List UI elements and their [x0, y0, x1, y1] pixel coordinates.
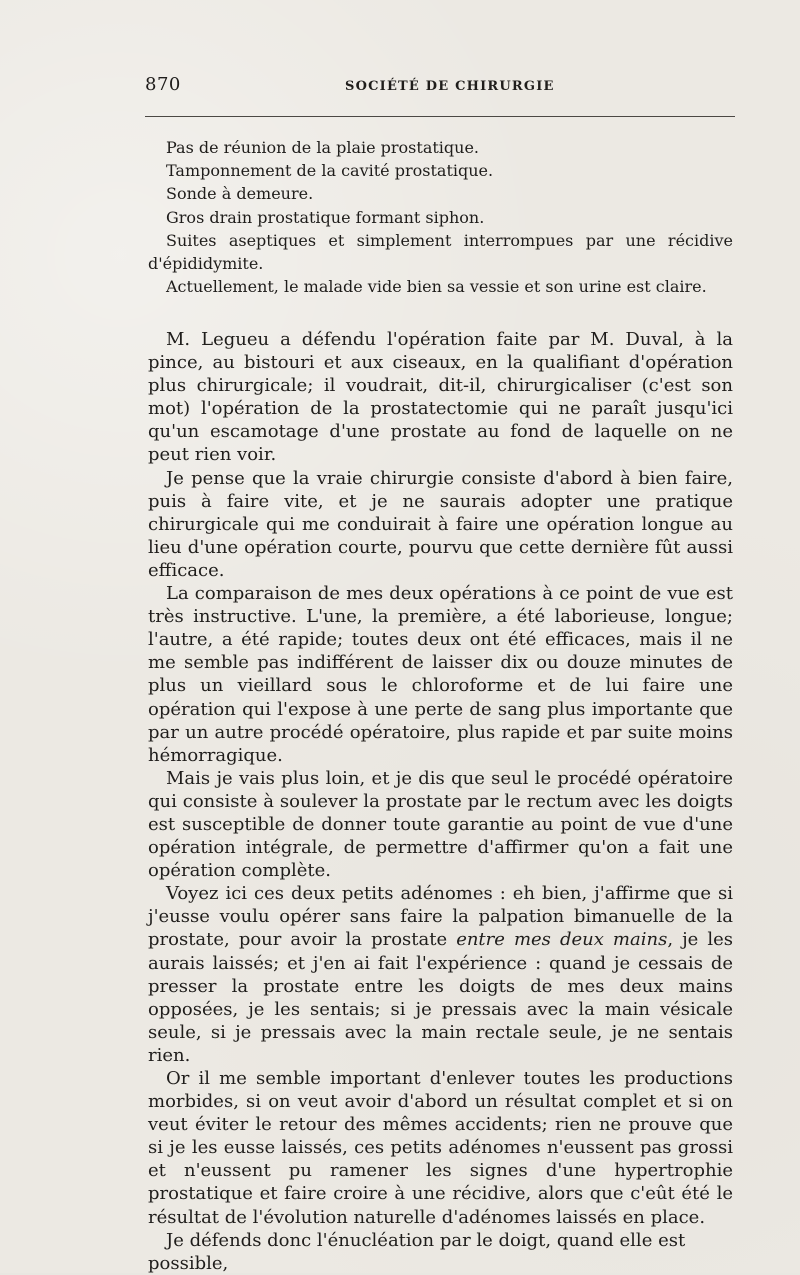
summary-line: Tamponnement de la cavité prostatique. — [166, 161, 494, 181]
paragraph-text: , je les aurais laissés; et j'en ai fait l'expérience : quand je cessais de presser la prostate entre les doigts de mes deux mains opposées, je les sentais; si je pressais avec la main vésicale seule, si je pressais avec la main rectale seule, je ne sentais rien. — [148, 929, 733, 1066]
italic-phrase: entre mes deux mains — [456, 929, 668, 951]
paragraph: Or il me semble important d'enlever toutes les productions morbides, si on veut avoir d'abord un résultat complet et si on veut éviter le retour des mêmes accidents; rien ne prouve que si je les eusse laissés, ces petits adénomes n'eussent pas grossi et n'eussent pu ramener les signes d'une hypertrophie prostatique et faire croire à une récidive, alors que c'eût été le résultat de l'évolution naturelle d'adénomes laissés en place. — [148, 1068, 733, 1228]
paragraph: Je défends donc l'énucléation par le doigt, quand elle est possible, — [148, 1229, 686, 1274]
paragraph: Je pense que la vraie chirurgie consiste d'abord à bien faire, puis à faire vite, et je ne saurais adopter une pratique chirurgicale qui me conduirait à faire une opération longue au lieu d'une opération courte, pourvu que cette dernière fût aussi efficace. — [148, 467, 733, 581]
page-header — [145, 74, 735, 108]
summary-line: Sonde à demeure. — [166, 184, 314, 204]
paragraph: La comparaison de mes deux opérations à ce point de vue est très instructive. L'une, la première, a été laborieuse, longue; l'autre, a été rapide; toutes deux ont été efficaces, mais il ne me semble pas indifférent de laisser dix ou douze minutes de plus un vieillard sous le chloroforme et de lui faire une opération qui l'expose à une perte de sang plus importante que par un autre procédé opératoire, plus rapide et par suite moins hémorragique. — [148, 583, 733, 766]
summary-line: Pas de réunion de la plaie prostatique. — [166, 138, 480, 157]
paragraph: Mais je vais plus loin, et je dis que seul le procédé opératoire qui consiste à soulever la prostate par le rectum avec les doigts est susceptible de donner toute garantie au point de vue d'une opération intégrale, de permettre d'affirmer qu'on a fait une opération complète. — [148, 767, 733, 882]
paragraph-text: Voyez ici ces deux petits adénomes : eh bien, j'affirme que si j'eusse voulu opérer sans faire la palpation bimanuelle de la prostate, pour avoir la prostate — [148, 883, 733, 951]
summary-line: Actuellement, le malade vide bien sa vessie et son urine est claire. — [166, 277, 707, 297]
paragraph — [148, 882, 733, 1067]
summary-line: Gros drain prostatique formant siphon. — [166, 207, 485, 227]
page-number: 870 — [145, 74, 181, 95]
header-rule — [145, 116, 735, 117]
paragraph: M. Legueu a défendu l'opération faite par M. Duval, à la pince, au bistouri et aux ciseaux, en la qualifiant d'opération plus chirurgicale; il voudrait, dit-il, chirurgicaliser (c'est son mot) l'opération de la prostatectomie qui ne paraît jusqu'ici qu'un escamotage d'une prostate au fond de laquelle on ne peut rien voir. — [148, 329, 733, 466]
report-summary — [148, 136, 733, 298]
article-body — [148, 328, 733, 1275]
running-head: SOCIÉTÉ DE CHIRURGIE — [345, 79, 555, 94]
summary-line: Suites aseptiques et simplement interrompues par une récidive d'épididymite. — [148, 230, 733, 274]
